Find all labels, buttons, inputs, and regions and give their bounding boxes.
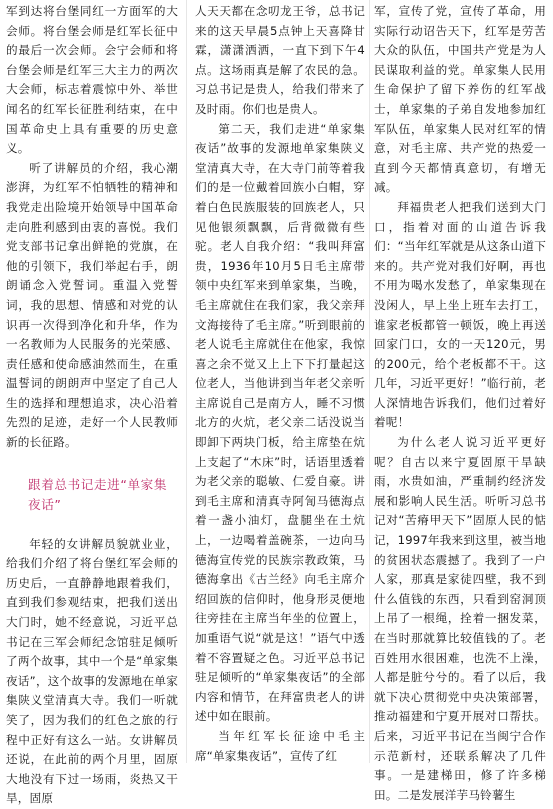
section-heading: 跟着总书记走进“单家集夜话” — [28, 476, 168, 512]
paragraph: 为什么老人说习近平更好呢？自古以来宁夏固原干旱缺雨，水贵如油，严重制约经济发展和影响人民生活。听听习总书记对“苦瘠甲天下”固原人民的惦记，1997年我来到这里，被当地的贫困状态震撼了。我到了一户人家，那真是家徒四壁，我不到什么值钱的东西，只看到窑洞顶上吊了一根绳，拴着一捆发菜，在当时那就算比较值钱的了。老百姓用水很困难，也洗不上澡，人都是脏兮兮的。看了以后，我就下决心贯彻党中央决策部署，推动福建和宁夏开展对口帮扶。后来，习近平书记在当闽宁合作示范新村，还联系解决了几件事。一是建梯田，修了许多梯田。二是发展洋芋马铃薯生 — [374, 435, 546, 802]
paragraph: 军，宣传了党，宣传了革命，用实际行动诏告天下，红军是劳苦大众的队伍，中国共产党是为人民谋取利益的党。单家集人民用生命保护了留下养伤的红军战士，单家集的子弟自发地参加红军队伍，单家集人民对红军的情意，对毛主席、共产党的热爱一直到今天都情真意切，有增无减。 — [374, 4, 546, 195]
paragraph: 拜福贵老人把我们送到大门口，指着对面的山道告诉我们：“当年红军就是从这条山道下来的。共产党对我们好啊，再也不用为喝水发愁了，单家集现在没闲人，早上坐上班车去打工，谁家老板都管一顿饭，晚上再送回家门口，女的一天120元，男的200元，给个老板都不干。这几年，习近平更好！”临行前，老人深情地告诉我们，他们过着好着呢！ — [374, 199, 546, 430]
article-column-3 — [374, 2, 546, 802]
column-divider — [369, 0, 370, 763]
paragraph: 听了讲解员的介绍，我心潮澎湃，为红军不怕牺牲的精神和我党走出险境开始领导中国革命走向胜利感到由衷的喜悦。我们党支部书记拿出鲜艳的党旗，在他的引领下，我们举起右手，朗朗诵念入党誓词。重温入党誓词，我的思想、情感和对党的认识再一次得到净化和升华，作为一名教师为人民服务的光荣感、责任感和使命感油然而生，在重温誓词的朗朗声中坚定了自己人生的选择和理想追求，决心沿着先烈的足迹，走好一个人民教师新的长征路。 — [6, 160, 178, 450]
article-column-2 — [195, 2, 365, 762]
paragraph: 人天天都在念叨龙王爷，总书记来的这天早晨5点钟上天喜降甘霖，潇潇洒洒，一直下到下午4点。这场雨真是解了农民的急。习总书记是贵人，给我们带来了及时雨。你们也是贵人。 — [195, 4, 365, 116]
column-divider — [186, 0, 187, 763]
paragraph: 当年红军长征途中毛主席“单家集夜话”，宣传了红 — [195, 728, 365, 763]
article-column-1 — [6, 2, 178, 806]
paragraph: 军到达将台堡同红一方面军的大会师。将台堡会师是红军长征中的最后一次会师。会宁会师和将台堡会师是红军三大主力的两次大会师，标志着震惊中外、举世闻名的红军长征胜利结束，在中国革命史上具有重要的历史意义。 — [6, 4, 178, 156]
paragraph: 第二天，我们走进“单家集夜话”故事的发源地单家集陕义堂清真大寺，在大寺门前等着我们的是一位戴着回族小白帽，穿着白色民族服装的回族老人，只见他银须飘飘，后背微微有些驼。老人自我介绍：“我叫拜富贵，1936年10月5日毛主席带领中央红军来到单家集，当晚，毛主席就住在我们家，我父亲拜文海接待了毛主席。”听到眼前的老人说毛主席就住在他家，我惊喜之余不觉又上上下下打量起这位老人，当他讲到当年老父亲听主席说自己是南方人，睡不习惯北方的火炕，老父亲二话没说当即卸下两块门板，给主席垫在炕上支起了“木床”时，话语里透着为老父亲的聪敏、仁爱自豪。讲到毛主席和清真寺阿訇马德海点着一盏小油灯，盘腿坐在土炕上，一边喝着盖碗茶，一边向马德海宣传党的民族宗教政策，马德海拿出《古兰经》向毛主席介绍回族的信仰时，他身形灵便地往旁挂在主席当年坐的位置上，加重语气说“就是这！”语气中透着不容置疑之色。习近平总书记驻足倾听的“单家集夜话”的全部内容和情节，在拜富贵老人的讲述中如在眼前。 — [195, 121, 365, 724]
paragraph: 年轻的女讲解员貌就业业，给我们介绍了将台堡红军会师的历史后，一直静静地跟着我们，直到我们参观结束，把我们送出大门时，她不经意说，习近平总书记在三军会师纪念馆驻足倾听了两个故事，其中一个是“单家集夜话”，这个故事的发源地在单家集陕义堂清真大寺。我们一听就笑了，因为我们的红色之旅的行程中正好有这么一站。女讲解员还说，在此前的两个月里，固原大地没有下过一场雨，炎热又干旱，固原 — [6, 536, 178, 806]
